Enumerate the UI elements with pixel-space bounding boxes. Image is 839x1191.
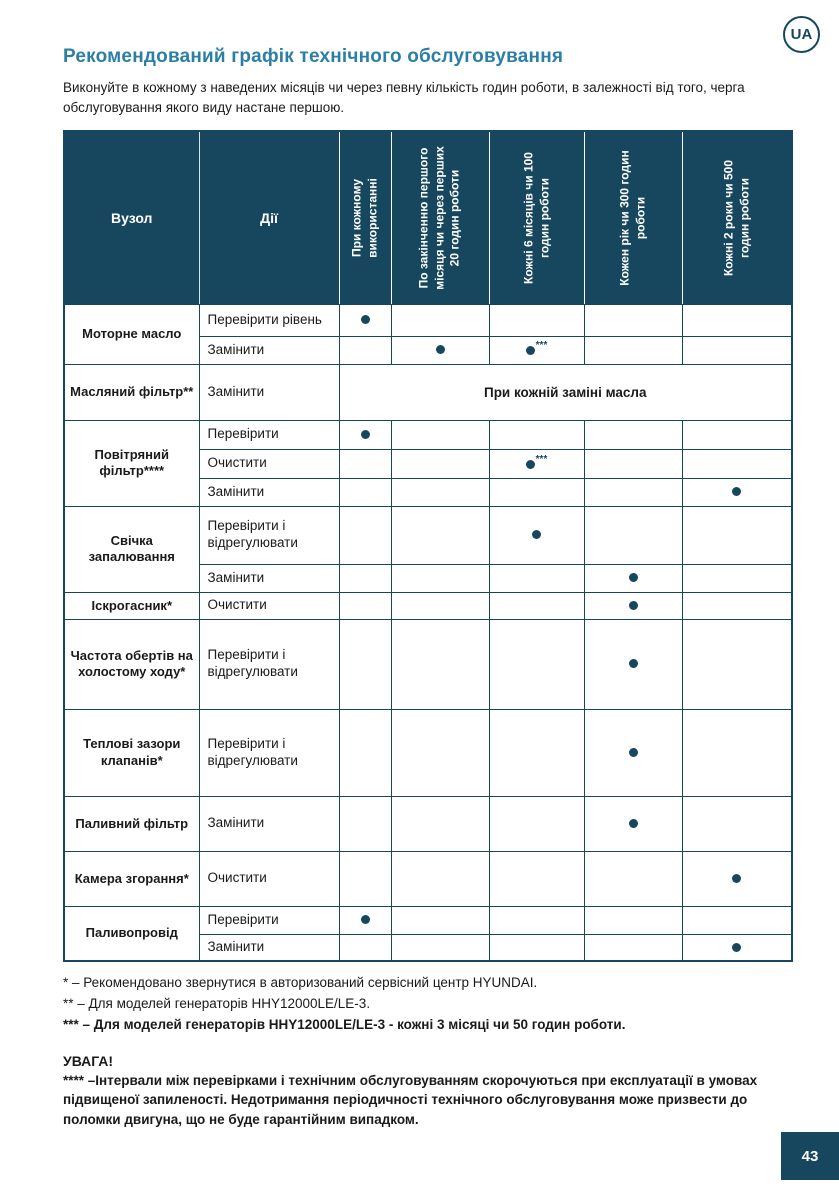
dot-icon: [361, 915, 370, 924]
empty-cell: [682, 304, 792, 336]
empty-cell: [682, 796, 792, 851]
action-cell: Замінити: [199, 934, 339, 961]
empty-cell: [489, 619, 584, 709]
empty-cell: [391, 906, 489, 934]
empty-cell: [391, 564, 489, 592]
interval-mark-cell: [584, 564, 682, 592]
action-cell: Замінити: [199, 364, 339, 420]
empty-cell: [489, 478, 584, 506]
empty-cell: [339, 336, 391, 364]
empty-cell: [391, 506, 489, 564]
table-row: [64, 592, 792, 619]
action-cell: Перевірити і відрегулювати: [199, 709, 339, 796]
empty-cell: [339, 851, 391, 906]
empty-cell: [682, 592, 792, 619]
empty-cell: [339, 619, 391, 709]
dot-icon: [629, 573, 638, 582]
dot-icon: [629, 748, 638, 757]
interval-mark-cell: [682, 478, 792, 506]
empty-cell: [584, 506, 682, 564]
dot-icon: [532, 530, 541, 539]
table-row: [64, 906, 792, 934]
component-cell: Паливопровід: [64, 906, 199, 961]
empty-cell: [584, 336, 682, 364]
column-header: [489, 131, 584, 304]
component-cell: Повітряний фільтр****: [64, 420, 199, 506]
empty-cell: [584, 304, 682, 336]
table-row: [64, 420, 792, 449]
table-row: [64, 304, 792, 336]
dot-icon: [629, 659, 638, 668]
interval-mark-cell: [584, 796, 682, 851]
empty-cell: [682, 449, 792, 478]
empty-cell: [391, 449, 489, 478]
action-cell: Замінити: [199, 564, 339, 592]
component-cell: Частота обертів на холостому ходу*: [64, 619, 199, 709]
empty-cell: [489, 796, 584, 851]
empty-cell: [339, 592, 391, 619]
action-cell: Перевірити рівень: [199, 304, 339, 336]
dot-icon: [629, 601, 638, 610]
empty-cell: [391, 851, 489, 906]
interval-mark-cell: [339, 304, 391, 336]
table-row: [64, 709, 792, 796]
action-cell: Перевірити: [199, 420, 339, 449]
dot-icon: [526, 460, 535, 469]
maintenance-schedule-table: [63, 130, 793, 962]
empty-cell: [339, 478, 391, 506]
empty-cell: [489, 709, 584, 796]
footnote: *** – Для моделей генераторів HHY12000LE/LE-3 - кожні 3 місяці чи 50 годин роботи.: [63, 1016, 626, 1032]
component-cell: Масляний фільтр**: [64, 364, 199, 420]
dot-icon: [361, 430, 370, 439]
warning-block: [63, 1053, 789, 1130]
action-cell: Очистити: [199, 449, 339, 478]
vertical-header-label: Кожні 2 роки чи 500 годин роботи: [721, 159, 751, 276]
column-header: Вузол: [64, 131, 199, 304]
empty-cell: [682, 420, 792, 449]
empty-cell: [489, 906, 584, 934]
empty-cell: [391, 619, 489, 709]
component-cell: Іскрогасник*: [64, 592, 199, 619]
empty-cell: [339, 449, 391, 478]
interval-mark-cell: [339, 420, 391, 449]
empty-cell: [584, 449, 682, 478]
table-head: [64, 131, 792, 304]
footnote-marker: ***: [535, 453, 548, 465]
column-header: Дії: [199, 131, 339, 304]
action-cell: Перевірити і відрегулювати: [199, 619, 339, 709]
interval-mark-cell: [391, 336, 489, 364]
warning-text: **** –Інтервали між перевірками і технічним обслуговуванням скорочуються при експлуатації в умовах підвищеної запиленості. Недотримання періодичності технічного обслуговування може призвести до поломки двигуна, що не буде гарантійним випадком.: [63, 1072, 758, 1127]
empty-cell: [682, 564, 792, 592]
empty-cell: [391, 592, 489, 619]
dot-icon: [732, 874, 741, 883]
interval-mark-cell: [682, 851, 792, 906]
empty-cell: [339, 934, 391, 961]
column-header: [584, 131, 682, 304]
empty-cell: [391, 304, 489, 336]
vertical-header-label: Кожен рік чи 300 годин роботи: [617, 150, 647, 286]
component-cell: Свічка запалювання: [64, 506, 199, 592]
empty-cell: [489, 304, 584, 336]
empty-cell: [682, 506, 792, 564]
component-cell: Моторне масло: [64, 304, 199, 364]
dot-icon: [732, 487, 741, 496]
action-cell: Очистити: [199, 592, 339, 619]
table-row: [64, 851, 792, 906]
footnote: * – Рекомендовано звернутися в авторизований сервісний центр HYUNDAI.: [63, 975, 538, 991]
empty-cell: [584, 934, 682, 961]
interval-mark-cell: [584, 709, 682, 796]
empty-cell: [339, 506, 391, 564]
language-badge: UA: [783, 16, 820, 53]
footnotes: [63, 974, 791, 1035]
page-title: Рекомендований графік технічного обслуговування: [63, 46, 564, 67]
empty-cell: [391, 478, 489, 506]
interval-mark-cell: [584, 619, 682, 709]
table-row: [64, 796, 792, 851]
component-cell: Паливний фільтр: [64, 796, 199, 851]
intro-text: Виконуйте в кожному з наведених місяців чи через певну кількість годин роботи, в залежності від того, черга обслуговування якого виду настане першою.: [63, 80, 745, 115]
empty-cell: [584, 851, 682, 906]
dot-icon: [361, 315, 370, 324]
action-cell: Перевірити: [199, 906, 339, 934]
empty-cell: [391, 934, 489, 961]
warning-title: УВАГА!: [63, 1052, 114, 1069]
empty-cell: [489, 934, 584, 961]
footnote-marker: ***: [535, 340, 548, 352]
empty-cell: [489, 564, 584, 592]
dot-icon: [436, 345, 445, 354]
empty-cell: [584, 906, 682, 934]
empty-cell: [489, 592, 584, 619]
table-body: [64, 304, 792, 961]
interval-mark-cell: [584, 592, 682, 619]
header-row: [64, 131, 792, 304]
empty-cell: [584, 478, 682, 506]
empty-cell: [339, 796, 391, 851]
table-row: [64, 364, 792, 420]
action-cell: Перевірити і відрегулювати: [199, 506, 339, 564]
empty-cell: [391, 420, 489, 449]
vertical-header-label: При кожному використанні: [349, 178, 379, 258]
empty-cell: [584, 420, 682, 449]
column-header: [391, 131, 489, 304]
page-number: 43: [781, 1132, 839, 1180]
column-header: [682, 131, 792, 304]
action-cell: Замінити: [199, 336, 339, 364]
interval-mark-cell: [682, 934, 792, 961]
interval-mark-cell: [339, 906, 391, 934]
empty-cell: [339, 709, 391, 796]
interval-mark-cell: [489, 506, 584, 564]
interval-mark-cell: [489, 449, 584, 478]
vertical-header-label: По закінченню першого місяця чи через перших 20 годин роботи: [416, 146, 462, 290]
interval-mark-cell: [489, 336, 584, 364]
table-row: [64, 506, 792, 564]
action-cell: Замінити: [199, 478, 339, 506]
empty-cell: [391, 796, 489, 851]
action-cell: Замінити: [199, 796, 339, 851]
empty-cell: [682, 336, 792, 364]
empty-cell: [489, 420, 584, 449]
dot-icon: [526, 346, 535, 355]
empty-cell: [339, 564, 391, 592]
dot-icon: [732, 943, 741, 952]
empty-cell: [682, 619, 792, 709]
action-cell: Очистити: [199, 851, 339, 906]
component-cell: Теплові зазори клапанів*: [64, 709, 199, 796]
empty-cell: [391, 709, 489, 796]
footnote: ** – Для моделей генераторів HHY12000LE/LE-3.: [63, 996, 371, 1012]
empty-cell: [489, 851, 584, 906]
table-row: [64, 619, 792, 709]
empty-cell: [682, 906, 792, 934]
vertical-header-label: Кожні 6 місяців чи 100 годин роботи: [520, 151, 551, 284]
merged-note-cell: При кожній заміні масла: [339, 364, 792, 420]
dot-icon: [629, 819, 638, 828]
empty-cell: [682, 709, 792, 796]
component-cell: Камера згорання*: [64, 851, 199, 906]
column-header: [339, 131, 391, 304]
